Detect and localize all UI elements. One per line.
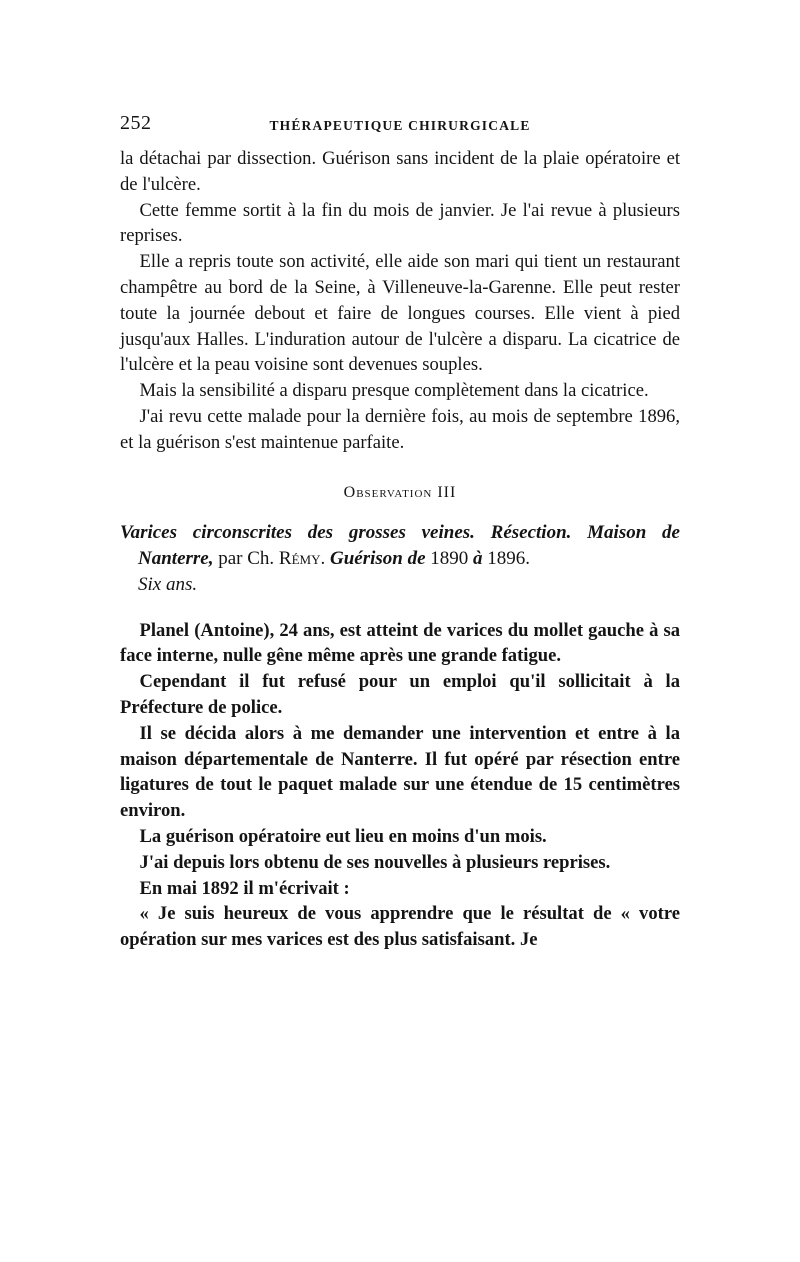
observation-heading: Observation III	[343, 483, 457, 501]
paragraph: J'ai revu cette malade pour la dernière fois, au mois de septembre 1896, et la guérison s'est maintenue parfaite.	[120, 405, 680, 453]
page-number: 252	[120, 112, 152, 134]
paragraph: Cette femme sortit à la fin du mois de janvier. Je l'ai revue à plusieurs reprises.	[120, 199, 680, 247]
title-year-end: 1896.	[482, 547, 531, 569]
quotation: « Je suis heureux de vous apprendre que le résultat de « votre opération sur mes varices est des plus satisfaisant. Je	[120, 903, 680, 951]
page-body	[120, 146, 680, 953]
paragraph: Elle a repris toute son activité, elle aide son mari qui tient un restaurant champêtre au bord de la Seine, à Villeneuve-la-Garenne. Elle peut rester toute la journée debout et faire de longues courses. Elle vient à pied jusqu'aux Halles. L'induration autour de l'ulcère a disparu. La cicatrice de l'ulcère et la peau voisine sont devenues souples.	[120, 251, 680, 376]
page-header	[120, 112, 680, 146]
paragraph: J'ai depuis lors obtenu de ses nouvelles à plusieurs reprises.	[139, 851, 611, 873]
title-result: Guérison de	[325, 547, 426, 569]
paragraph: La guérison opératoire eut lieu en moins d'un mois.	[139, 825, 547, 847]
title-connector: à	[473, 547, 483, 569]
paragraph: Planel (Antoine), 24 ans, est atteint de varices du mollet gauche à sa face interne, nulle gêne même après une grande fatigue.	[120, 619, 680, 667]
title-year-start: 1890	[425, 547, 474, 569]
title-author: Rémy.	[278, 547, 326, 569]
observation-title	[120, 520, 680, 598]
paragraph: En mai 1892 il m'écrivait :	[139, 877, 350, 899]
paragraph: Cependant il fut refusé pour un emploi qu'il sollicitait à la Préfecture de police.	[120, 671, 680, 718]
title-duration: Six ans.	[138, 573, 198, 595]
paragraph: la détachai par dissection. Guérison sans incident de la plaie opératoire et de l'ulcère.	[120, 148, 680, 195]
book-page	[120, 112, 680, 953]
running-title: THÉRAPEUTIQUE CHIRURGICALE	[269, 118, 531, 133]
paragraph: Mais la sensibilité a disparu presque complètement dans la cicatrice.	[139, 380, 649, 402]
paragraph: Il se décida alors à me demander une intervention et entre à la maison départementale de Nanterre. Il fut opéré par résection entre ligatures de tout le paquet malade sur une étendue de 15 centimètres environ.	[120, 722, 680, 822]
title-italic-part: Varices circonscrites des grosses veines. Résection. Maison de Nanterre,	[120, 521, 680, 569]
title-byline: par Ch.	[213, 547, 279, 569]
